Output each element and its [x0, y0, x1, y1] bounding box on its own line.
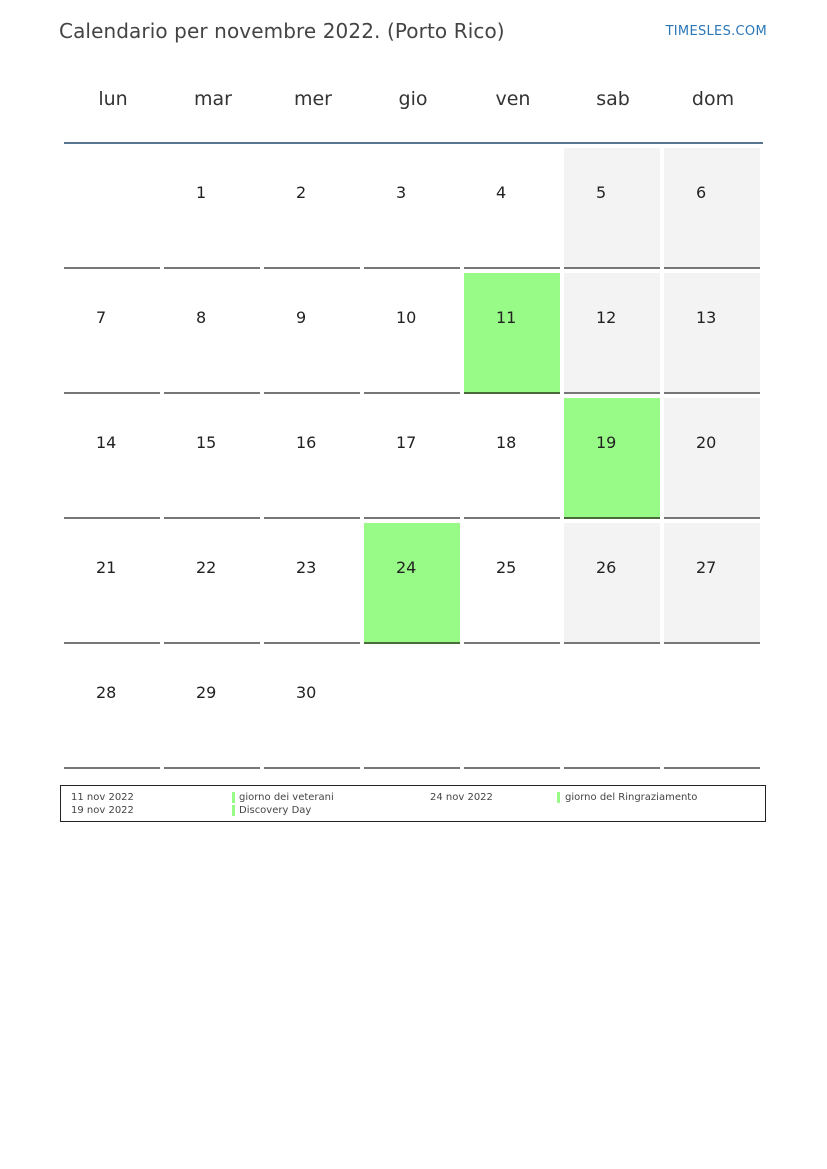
holiday-date: 19 nov 2022 — [71, 805, 134, 816]
day-number: 15 — [196, 433, 217, 452]
day-cell — [64, 398, 160, 519]
day-number: 24 — [396, 558, 417, 577]
holiday-name: giorno dei veterani — [239, 792, 334, 803]
day-cell — [64, 273, 160, 394]
day-number: 5 — [596, 183, 607, 202]
day-cell — [264, 648, 360, 769]
day-cell — [164, 648, 260, 769]
day-cell — [64, 648, 160, 769]
weekday-wed: mer — [293, 88, 332, 110]
calendar-week — [63, 273, 763, 398]
day-cell — [364, 148, 460, 269]
day-cell-weekend — [564, 273, 660, 394]
day-cell-weekend — [664, 273, 760, 394]
day-number: 12 — [596, 308, 617, 327]
day-number: 7 — [96, 308, 107, 327]
weekday-sat: sab — [596, 88, 630, 110]
day-cell-holiday — [564, 398, 660, 519]
day-number: 28 — [96, 683, 117, 702]
day-cell-empty — [564, 648, 660, 769]
day-number: 26 — [596, 558, 617, 577]
day-number: 23 — [296, 558, 317, 577]
calendar-week — [63, 148, 763, 273]
header-divider — [64, 142, 763, 144]
calendar-week — [63, 398, 763, 523]
weekday-tue: mar — [194, 88, 232, 110]
holiday-name: Discovery Day — [239, 805, 312, 816]
holiday-marker — [557, 792, 560, 803]
day-cell — [264, 148, 360, 269]
day-cell — [164, 148, 260, 269]
day-number: 13 — [696, 308, 717, 327]
day-cell-holiday — [464, 273, 560, 394]
day-number: 3 — [396, 183, 407, 202]
weekday-thu: gio — [398, 88, 428, 110]
day-cell — [164, 398, 260, 519]
day-number: 27 — [696, 558, 717, 577]
day-number: 2 — [296, 183, 307, 202]
day-number: 8 — [196, 308, 207, 327]
day-cell-holiday — [364, 523, 460, 644]
calendar-week — [63, 523, 763, 648]
day-number: 9 — [296, 308, 307, 327]
holiday-marker — [232, 805, 235, 816]
holiday-date: 11 nov 2022 — [71, 792, 134, 803]
day-number: 18 — [496, 433, 517, 452]
day-cell — [64, 148, 160, 269]
brand-link[interactable]: TIMESLES.COM — [665, 24, 767, 39]
holiday-date: 24 nov 2022 — [430, 792, 493, 803]
day-cell-empty — [364, 648, 460, 769]
day-cell — [464, 398, 560, 519]
page-title: Calendario per novembre 2022. (Porto Rico) — [59, 19, 505, 43]
day-number: 21 — [96, 558, 117, 577]
day-cell — [364, 273, 460, 394]
day-cell — [264, 273, 360, 394]
day-cell-empty — [664, 648, 760, 769]
day-cell — [164, 273, 260, 394]
day-number: 1 — [196, 183, 207, 202]
calendar-grid — [63, 148, 763, 773]
weekday-fri: ven — [495, 88, 531, 110]
day-number: 29 — [196, 683, 217, 702]
day-number: 4 — [496, 183, 507, 202]
day-cell-weekend — [564, 148, 660, 269]
day-number: 16 — [296, 433, 317, 452]
day-number: 22 — [196, 558, 217, 577]
day-cell — [264, 398, 360, 519]
weekday-sun: dom — [691, 88, 735, 110]
calendar-week — [63, 648, 763, 773]
day-cell — [164, 523, 260, 644]
holiday-marker — [232, 792, 235, 803]
day-number: 20 — [696, 433, 717, 452]
day-cell-weekend — [564, 523, 660, 644]
holiday-legend — [60, 785, 766, 822]
day-number: 10 — [396, 308, 417, 327]
day-cell-weekend — [664, 523, 760, 644]
day-number: 19 — [596, 433, 617, 452]
weekday-header — [63, 88, 763, 120]
day-number: 14 — [96, 433, 117, 452]
day-cell — [64, 523, 160, 644]
day-cell-empty — [464, 648, 560, 769]
day-cell — [364, 398, 460, 519]
day-cell — [464, 523, 560, 644]
day-cell-weekend — [664, 148, 760, 269]
day-cell-weekend — [664, 398, 760, 519]
day-number: 25 — [496, 558, 517, 577]
weekday-mon: lun — [98, 88, 128, 110]
holiday-name: giorno del Ringraziamento — [565, 792, 698, 803]
day-number: 6 — [696, 183, 707, 202]
day-number: 11 — [496, 308, 517, 327]
day-cell — [464, 148, 560, 269]
day-number: 30 — [296, 683, 317, 702]
day-cell — [264, 523, 360, 644]
day-number: 17 — [396, 433, 417, 452]
